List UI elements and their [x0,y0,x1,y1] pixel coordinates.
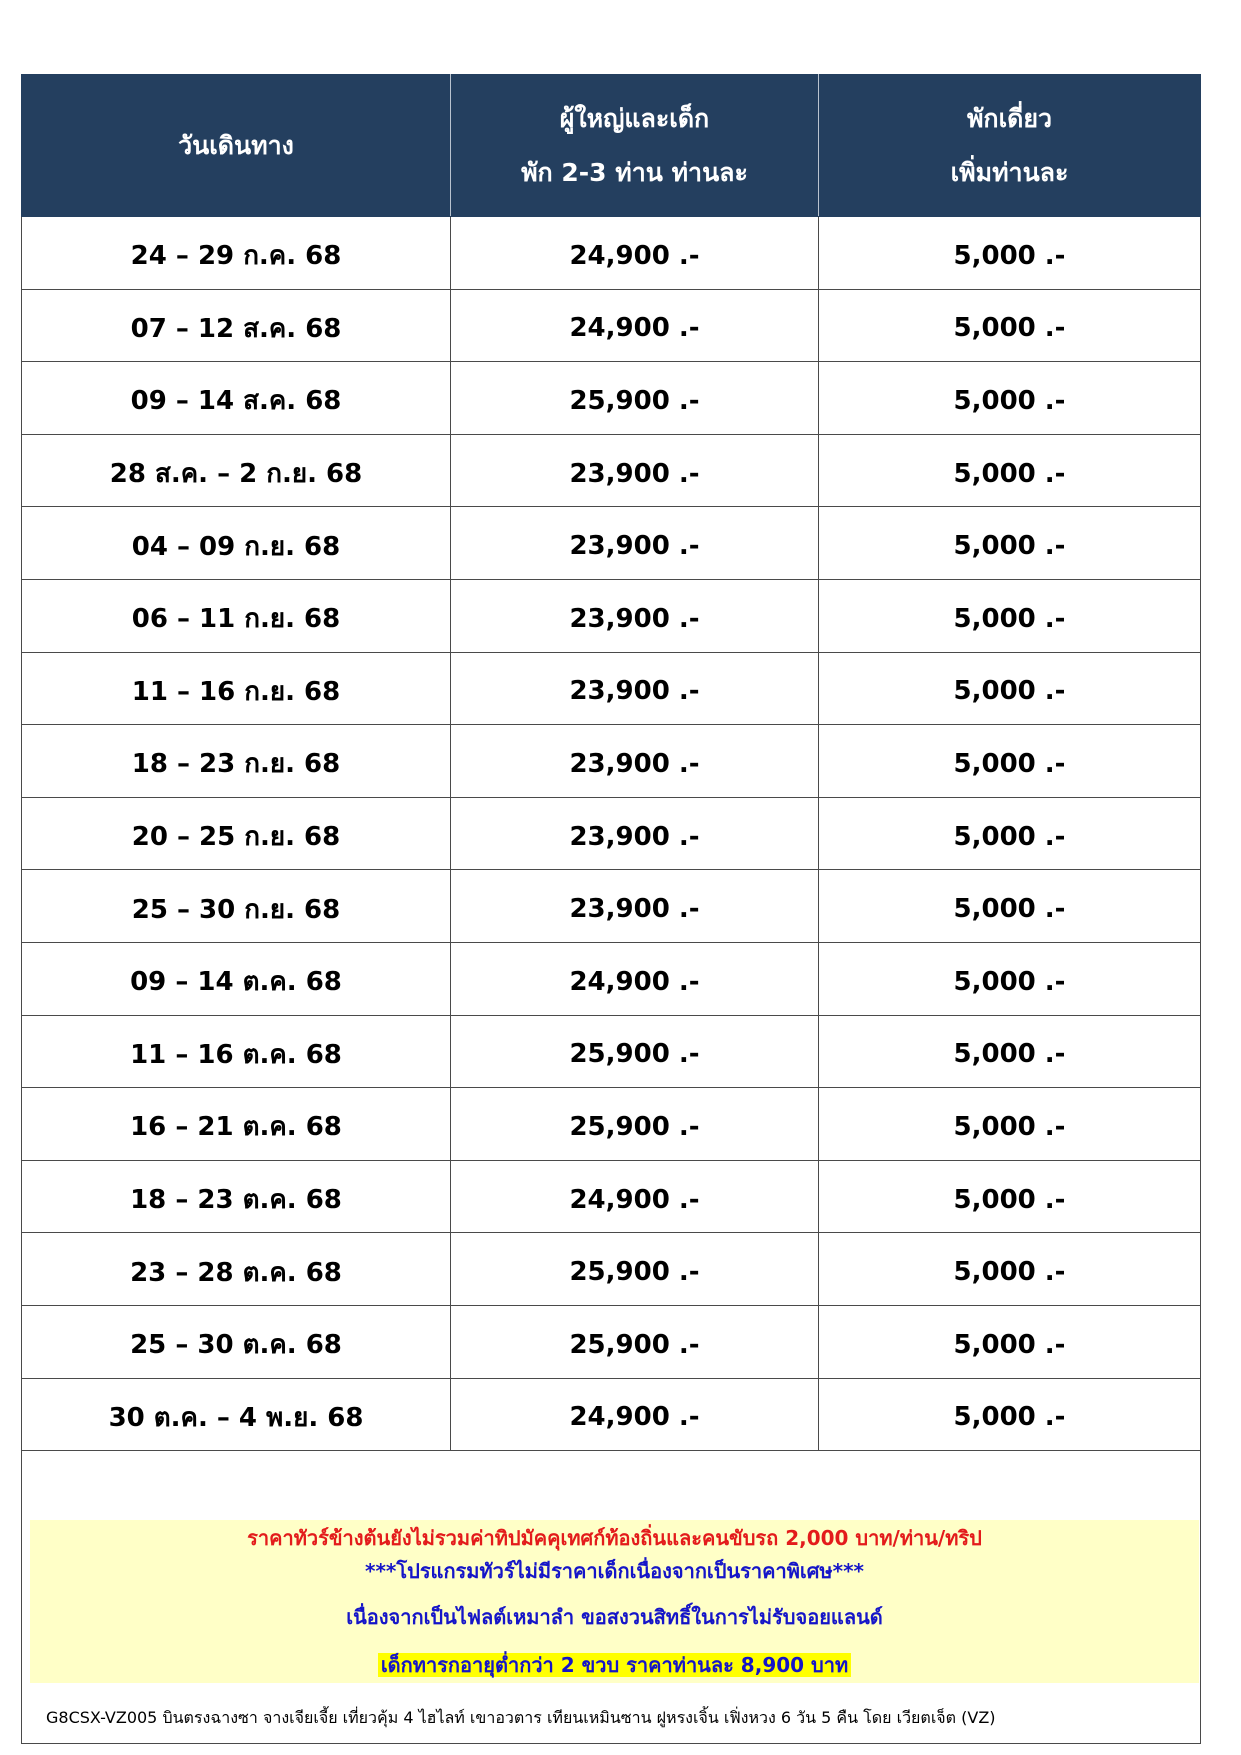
table-header [22,75,1201,217]
table-row [22,1378,1201,1451]
row-single-supplement: 5,000 .- [819,1015,1201,1088]
note-tip-excluded: ราคาทัวร์ข้างต้นยังไม่รวมค่าทิปมัคคุเทศก์ท้องถิ่นและคนขับรถ 2,000 บาท/ท่าน/ทริป [247,1526,982,1551]
row-travel-date: 25 – 30 ต.ค. 68 [22,1305,451,1378]
row-adult-price: 24,900 .- [451,1378,819,1451]
notes-cell [22,1451,1201,1744]
row-single-supplement: 5,000 .- [819,797,1201,870]
table-row [22,942,1201,1015]
row-travel-date: 18 – 23 ต.ค. 68 [22,1160,451,1233]
row-adult-price: 23,900 .- [451,434,819,507]
row-travel-date: 04 – 09 ก.ย. 68 [22,507,451,580]
row-adult-price: 23,900 .- [451,870,819,943]
row-adult-price: 25,900 .- [451,1015,819,1088]
header-single-supplement [819,75,1201,217]
row-travel-date: 11 – 16 ต.ค. 68 [22,1015,451,1088]
row-single-supplement: 5,000 .- [819,289,1201,362]
table-row [22,507,1201,580]
table-row [22,289,1201,362]
row-travel-date: 20 – 25 ก.ย. 68 [22,797,451,870]
row-single-supplement: 5,000 .- [819,1233,1201,1306]
table-row [22,217,1201,290]
row-travel-date: 24 – 29 ก.ค. 68 [22,217,451,290]
row-single-supplement: 5,000 .- [819,217,1201,290]
row-single-supplement: 5,000 .- [819,1305,1201,1378]
row-travel-date: 09 – 14 ต.ค. 68 [22,942,451,1015]
note-infant-price-wrap [30,1651,1199,1679]
row-single-supplement: 5,000 .- [819,1088,1201,1161]
row-adult-price: 25,900 .- [451,1233,819,1306]
note-infant-price: เด็กทารกอายุต่ำกว่า 2 ขวบ ราคาท่านละ 8,900 บาท [378,1653,851,1677]
row-adult-price: 25,900 .- [451,1088,819,1161]
row-single-supplement: 5,000 .- [819,362,1201,435]
row-single-supplement: 5,000 .- [819,507,1201,580]
header-travel-date-label: วันเดินทาง [178,130,294,160]
table-row [22,362,1201,435]
row-adult-price: 23,900 .- [451,579,819,652]
row-travel-date: 30 ต.ค. – 4 พ.ย. 68 [22,1378,451,1451]
row-single-supplement: 5,000 .- [819,725,1201,798]
table-row [22,797,1201,870]
notes-box [30,1520,1199,1683]
row-adult-price: 24,900 .- [451,217,819,290]
row-single-supplement: 5,000 .- [819,870,1201,943]
row-adult-price: 24,900 .- [451,1160,819,1233]
row-single-supplement: 5,000 .- [819,652,1201,725]
row-adult-price: 23,900 .- [451,725,819,798]
notes-row [22,1451,1201,1744]
row-travel-date: 25 – 30 ก.ย. 68 [22,870,451,943]
row-adult-price: 23,900 .- [451,652,819,725]
row-single-supplement: 5,000 .- [819,1160,1201,1233]
table-row [22,870,1201,943]
row-adult-price: 23,900 .- [451,507,819,580]
row-adult-price: 23,900 .- [451,797,819,870]
row-adult-price: 24,900 .- [451,289,819,362]
row-adult-price: 24,900 .- [451,942,819,1015]
note-no-child-price: ***โปรแกรมทัวร์ไม่มีราคาเด็กเนื่องจากเป็นราคาพิเศษ*** [365,1559,864,1584]
row-travel-date: 09 – 14 ส.ค. 68 [22,362,451,435]
table-row [22,434,1201,507]
table-row [22,1160,1201,1233]
table-row [22,1015,1201,1088]
row-single-supplement: 5,000 .- [819,434,1201,507]
table-row [22,1233,1201,1306]
header-single-supplement-line2: เพิ่มท่านละ [950,157,1069,187]
table-row [22,1305,1201,1378]
header-adult-price-line1: ผู้ใหญ่และเด็ก [559,103,710,133]
table-row [22,579,1201,652]
note-no-joinland: เนื่องจากเป็นไฟลต์เหมาลำ ขอสงวนสิทธิ์ในการไม่รับจอยแลนด์ [346,1605,883,1630]
header-adult-price [451,75,819,217]
header-adult-price-line2: พัก 2-3 ท่าน ท่านละ [521,157,748,187]
row-travel-date: 18 – 23 ก.ย. 68 [22,725,451,798]
header-travel-date [22,75,451,217]
header-single-supplement-line1: พักเดี่ยว [966,103,1053,133]
table-row [22,1088,1201,1161]
row-travel-date: 11 – 16 ก.ย. 68 [22,652,451,725]
row-travel-date: 28 ส.ค. – 2 ก.ย. 68 [22,434,451,507]
row-single-supplement: 5,000 .- [819,942,1201,1015]
table-row [22,725,1201,798]
table-row [22,652,1201,725]
footer-program-title: G8CSX-VZ005 บินตรงฉางซา จางเจียเจี้ย เที่ยวคุ้ม 4 ไฮไลท์ เขาอวตาร เทียนเหมินซาน ฝูหรงเจิ้น เฟิ่งหวง 6 วัน 5 คืน โดย เวียตเจ็ต (VZ) [46,1708,996,1727]
header-row [22,75,1201,217]
row-travel-date: 06 – 11 ก.ย. 68 [22,579,451,652]
row-adult-price: 25,900 .- [451,362,819,435]
table-body [22,217,1201,1744]
price-table [21,74,1201,1744]
row-travel-date: 23 – 28 ต.ค. 68 [22,1233,451,1306]
row-travel-date: 07 – 12 ส.ค. 68 [22,289,451,362]
row-travel-date: 16 – 21 ต.ค. 68 [22,1088,451,1161]
row-single-supplement: 5,000 .- [819,579,1201,652]
row-adult-price: 25,900 .- [451,1305,819,1378]
row-single-supplement: 5,000 .- [819,1378,1201,1451]
